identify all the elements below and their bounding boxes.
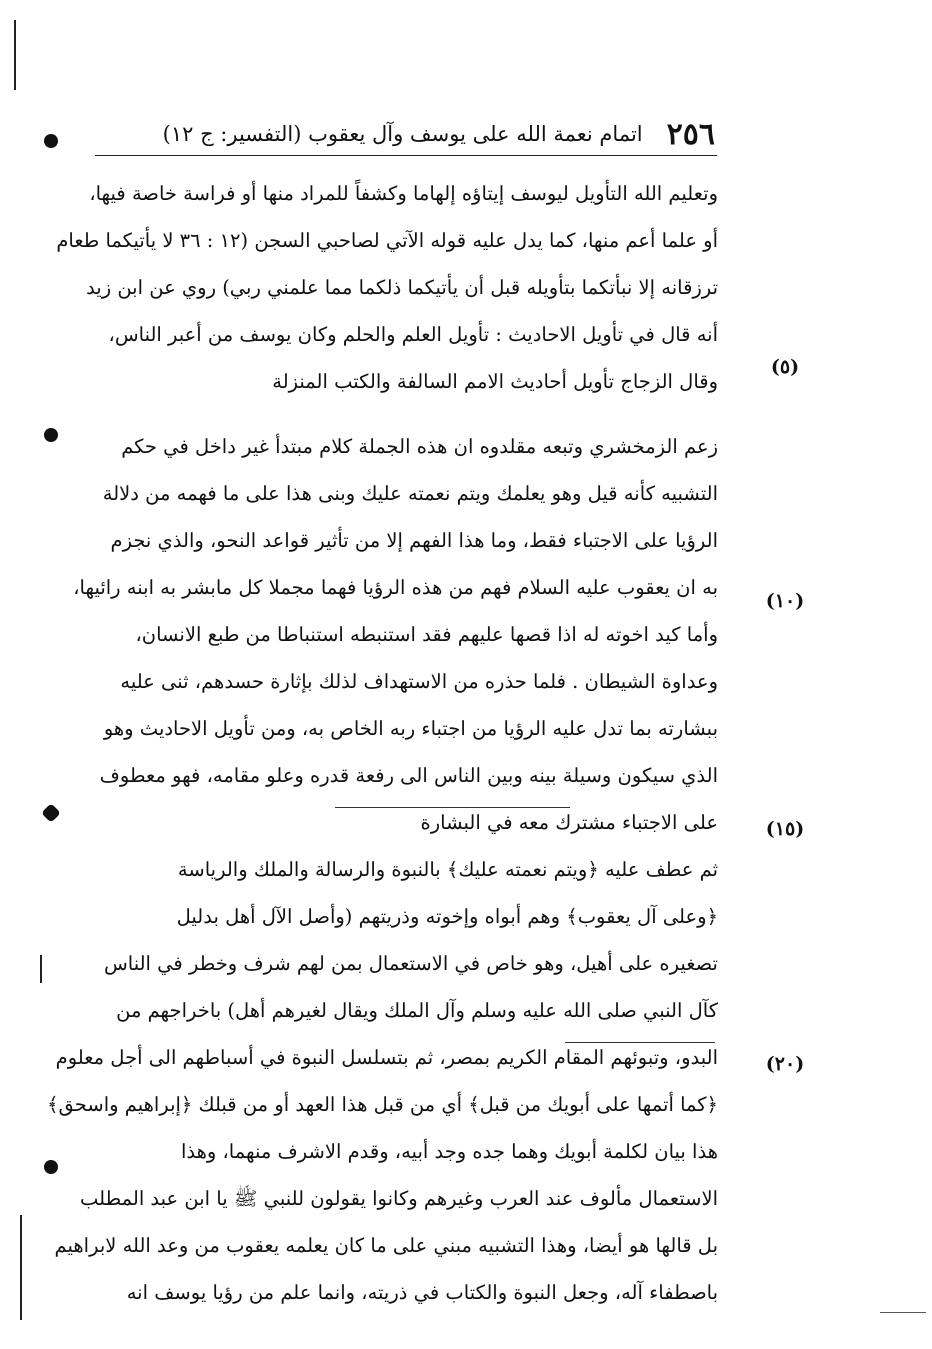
text-line: باصطفاء آله، وجعل النبوة والكتاب في ذريته، وانما علم من رؤيا يوسف انه (126, 1281, 718, 1304)
text-line: به ان يعقوب عليه السلام فهم من هذه الرؤيا فهما مجملا كل مابشر به ابنه رائيها، (73, 576, 718, 599)
line-marker-15: (١٥) (765, 818, 805, 840)
text-line: أنه قال في تأويل الاحاديث : تأويل العلم والحلم وكان يوسف من أعبر الناس، (108, 323, 718, 346)
punch-hole-mark (44, 428, 58, 442)
header-rule (95, 155, 717, 156)
text-line: وعداوة الشيطان . فلما حذره من الاستهداف لذلك بإثارة حسدهم، ثنى عليه (120, 670, 718, 693)
running-title: اتمام نعمة الله على يوسف وآل يعقوب (التفسير: ج ١٢) (162, 122, 643, 146)
text-line: ﴿كما أتمها على أبويك من قبل﴾ أي من قبل هذا العهد أو من قبلك ﴿إبراهيم واسحق﴾ (47, 1093, 718, 1116)
text-line: وتعليم الله التأويل ليوسف إيتاؤه إلهاما وكشفاً للمراد منها أو فراسة خاصة فيها، (89, 182, 718, 205)
text-line: ثم عطف عليه ﴿ويتم نعمته عليك﴾ بالنبوة والرسالة والملك والرياسة (177, 858, 718, 881)
text-line: هذا بيان لكلمة أبويك وهما جده وجد أبيه، وقدم الاشرف منهما، وهذا (180, 1140, 718, 1163)
text-line: ترزقانه إلا نبأتكما بتأويله قبل أن يأتيكما ذلكما مما علمني ربي) روي عن ابن زيد (86, 276, 718, 299)
line-marker-10: (١٠) (765, 590, 805, 612)
text-line: وأما كيد اخوته له اذا قصها عليهم فقد استنبطه استنباطا من طبع الانسان، (135, 623, 718, 646)
text-line: تصغيره على أهيل، وهو خاص في الاستعمال بمن لهم شرف وخطر في الناس (103, 952, 718, 975)
line-marker-5: (٥) (770, 356, 800, 378)
line-marker-20: (٢٠) (765, 1053, 805, 1075)
scan-edge-mark (20, 1215, 22, 1320)
text-line: ﴿وعلى آل يعقوب﴾ وهم أبواه وإخوته وذريتهم (وأصل الآل أهل بدليل (176, 905, 718, 928)
punch-hole-mark (44, 134, 58, 148)
text-line: التشبيه كأنه قيل وهو يعلمك ويتم نعمته عليك وبنى هذا على ما فهمه من دلالة (102, 482, 718, 505)
text-line: الذي سيكون وسيلة بينه وبين الناس الى رفعة قدره وعلو مقامه، فهو معطوف (99, 764, 718, 787)
text-underline (335, 807, 570, 808)
text-line: الرؤيا على الاجتباء فقط، وما هذا الفهم إلا من تأثير قواعد النحو، والذي نجزم (110, 529, 718, 552)
text-line: الاستعمال مألوف عند العرب وغيرهم وكانوا يقولون للنبي ﷺ يا ابن عبد المطلب (80, 1187, 718, 1210)
text-line: أو علما أعم منها، كما يدل عليه قوله الآتي لصاحبي السجن (١٢ : ٣٦ لا يأتيكما طعام (56, 229, 718, 252)
body-text (47, 170, 718, 1316)
text-line: زعم الزمخشري وتبعه مقلدوه ان هذه الجملة كلام مبتدأ غير داخل في حكم (121, 435, 718, 458)
text-line: بل قالها هو أيضا، وهذا التشبيه مبني على ما كان يعلمه يعقوب من وعد الله لابراهيم (54, 1234, 718, 1257)
scan-edge-mark (40, 955, 42, 983)
punch-hole-mark (41, 803, 61, 823)
text-underline (565, 1042, 715, 1043)
text-line: وقال الزجاج تأويل أحاديث الامم السالفة والكتب المنزلة (272, 370, 718, 393)
page-header (95, 112, 715, 156)
text-line: كآل النبي صلى الله عليه وسلم وآل الملك ويقال لغيرهم أهل) باخراجهم من (116, 999, 718, 1022)
text-line: البدو، وتبوئهم المقام الكريم بمصر، ثم بتسلسل النبوة في أسباطهم الى أجل معلوم (55, 1046, 718, 1069)
scan-edge-mark (14, 20, 16, 90)
text-line: على الاجتباء مشترك معه في البشارة (420, 811, 718, 834)
text-line: ببشارته بما تدل عليه الرؤيا من اجتباء ربه الخاص به، ومن تأويل الاحاديث وهو (103, 717, 718, 740)
page-number: ٢٥٦ (666, 116, 715, 152)
bottom-rule (880, 1312, 926, 1313)
punch-hole-mark (44, 1160, 58, 1174)
